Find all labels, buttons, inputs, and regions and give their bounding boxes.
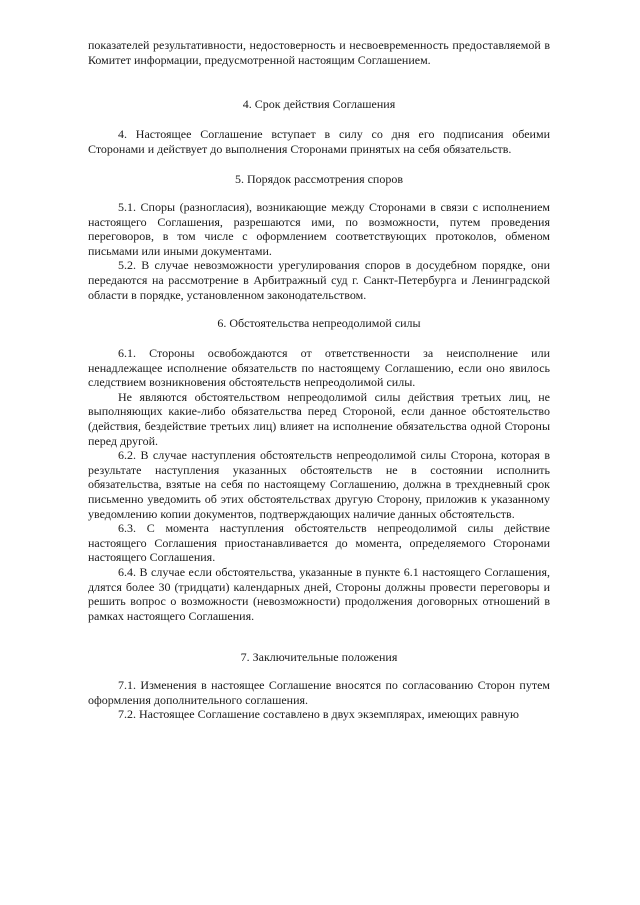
section-7-heading: 7. Заключительные положения [240,650,398,664]
section-6-paragraph-3: 6.2. В случае наступления обстоятельств непреодолимой силы Сторона, которая в результате наступления указанных обстоятельств не в состоянии исполнить обязательства, взятые на себя по настоящему Соглашению, должна в трехдневный срок письменно уведомить об этих обстоятельствах другую Сторону, приложив к указанному уведомлению копии документов, подтверждающих наличие данных обстоятельств. [88,448,550,521]
section-7-paragraph-2: 7.2. Настоящее Соглашение составлено в двух экземплярах, имеющих равную [118,707,519,722]
section-5-heading: 5. Порядок рассмотрения споров [234,172,404,186]
section-6-paragraph-4: 6.3. С момента наступления обстоятельств непреодолимой силы действие настоящего Соглашения приостанавливается до момента, определяемого Сторонами настоящего Соглашения. [88,521,550,565]
section-6-block [88,346,550,623]
intro-block [88,38,550,67]
section-4-block [88,127,550,156]
section-6-paragraph-5: 6.4. В случае если обстоятельства, указанные в пункте 6.1 настоящего Соглашения, длятся более 30 (тридцати) календарных дней, Стороны должны провести переговоры и решить вопрос о возможности (невозможности) продолжения договорных отношений в рамках настоящего Соглашения. [88,564,550,623]
section-6-paragraph-1: 6.1. Стороны освобождаются от ответственности за неисполнение или ненадлежащее исполнение обязательств по настоящему Соглашению, если оно явилось следствием возникновения обстоятельств непреодолимой силы. [88,346,550,390]
section-4-heading: 4. Срок действия Соглашения [242,97,396,111]
section-7-block [88,678,550,722]
section-6-paragraph-2: Не являются обстоятельством непреодолимой силы действия третьих лиц, не выполняющих какие-либо обязательства перед Стороной, если данное обстоятельство (действия, бездействие третьих лиц) влияет на исполнение обязательства одной Стороны перед другой. [88,389,550,448]
section-4-paragraph-1: 4. Настоящее Соглашение вступает в силу со дня его подписания обеими Сторонами и действует до выполнения Сторонами принятых на себя обязательств. [88,127,550,156]
section-5-paragraph-2: 5.2. В случае невозможности урегулирования споров в досудебном порядке, они передаются на рассмотрение в Арбитражный суд г. Санкт-Петербурга и Ленинградской области в порядке, установленном законодательством. [88,258,550,302]
section-5-paragraph-1: 5.1. Споры (разногласия), возникающие между Сторонами в связи с исполнением настоящего Соглашения, разрешаются ими, по возможности, путем проведения переговоров, в том числе с оформлением соответствующих протоколов, обменом письмами или иными документами. [88,200,550,258]
section-5-block [88,200,550,302]
section-7-paragraph-1: 7.1. Изменения в настоящее Соглашение вносятся по согласованию Сторон путем оформления дополнительного соглашения. [88,678,550,707]
intro-paragraph: показателей результативности, недостоверность и несвоевременность предоставляемой в Комитет информации, предусмотренной настоящим Соглашением. [88,38,550,67]
section-6-heading: 6. Обстоятельства непреодолимой силы [217,316,421,330]
